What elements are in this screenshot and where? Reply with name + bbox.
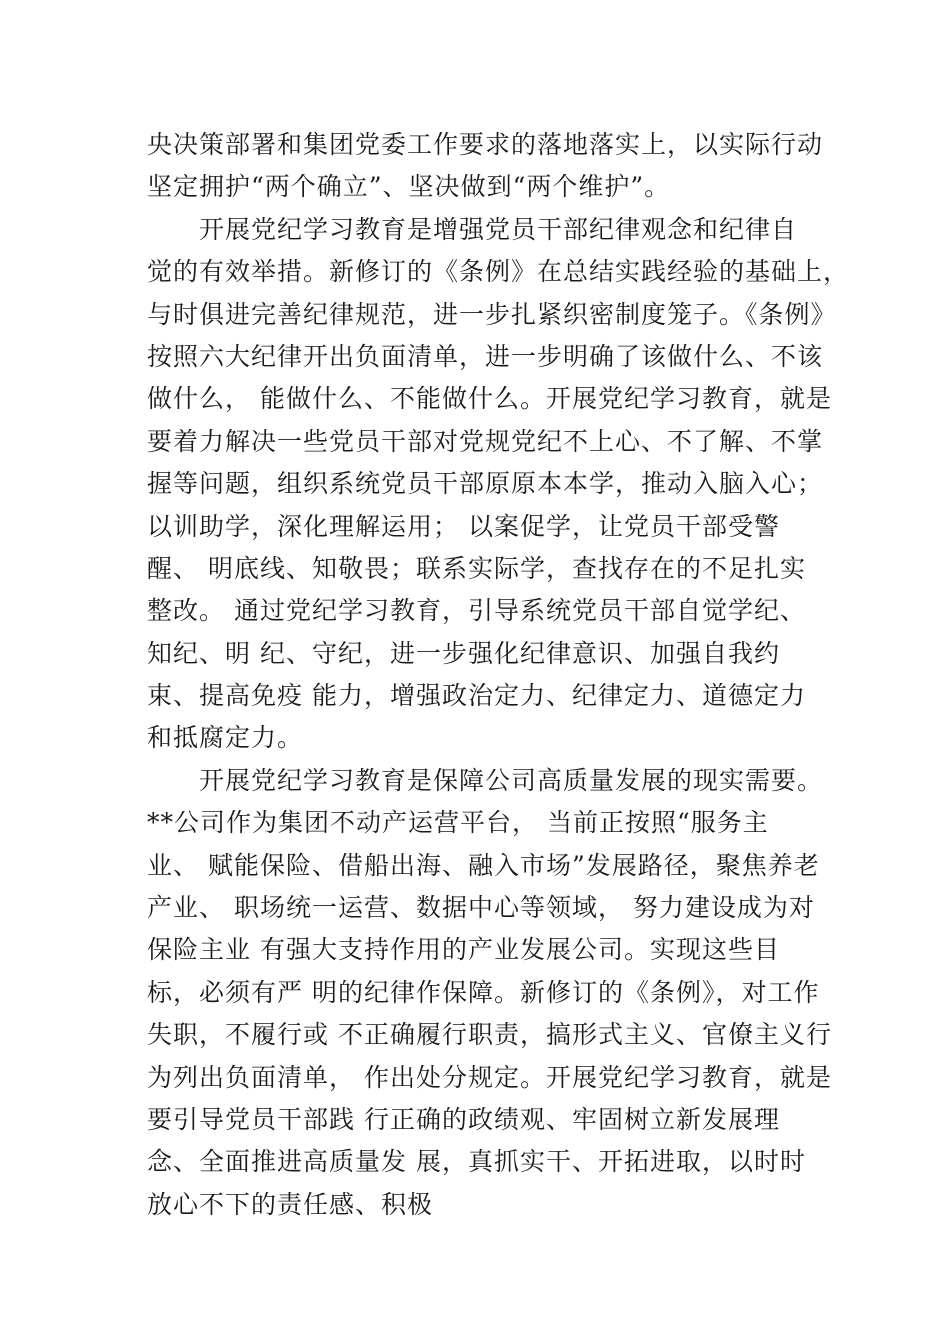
text-line: 央决策部署和集团党委工作要求的落地落实上，以实际行动 — [147, 130, 824, 159]
text-line: 与时俱进完善纪律规范，进一步扎紧织密制度笼子。《条例》 — [147, 299, 837, 329]
text-line: 束、提高免疫 能力，增强政治定力、纪律定力、道德定力 — [147, 681, 806, 711]
text-line: 整改。 通过党纪学习教育，引导系统党员干部自觉学纪、 — [147, 596, 806, 626]
text-line: 按照六大纪律开出负面清单，进一步明确了该做什么、不该 — [147, 341, 824, 371]
text-line: 产业、 职场统一运营、数据中心等领域， 努力建设成为对 — [147, 893, 815, 923]
text-line: 念、全面推进高质量发 展，真抓实干、开拓进取，以时时 — [147, 1147, 806, 1177]
text-line: 开展党纪学习教育是增强党员干部纪律观念和纪律自 — [147, 214, 798, 244]
text-line: 标，必须有严 明的纪律作保障。新修订的《条例》，对工作 — [147, 977, 820, 1007]
text-line: 失职，不履行或 不正确履行职责，搞形式主义、官僚主义行 — [147, 1020, 832, 1050]
text-line: 保险主业 有强大支持作用的产业发展公司。实现这些目 — [147, 935, 780, 965]
text-line: 要着力解决一些党员干部对党规党纪不上心、不了解、不掌 — [147, 426, 824, 456]
text-line: 做什么， 能做什么、不能做什么。开展党纪学习教育，就是 — [147, 384, 832, 414]
body-text — [147, 124, 850, 1226]
text-line: 醒、 明底线、知敬畏；联系实际学，查找存在的不足扎实 — [147, 553, 806, 583]
text-line: 和抵腐定力。 — [147, 723, 304, 753]
text-line: 开展党纪学习教育是保障公司高质量发展的现实需要。 — [147, 765, 824, 795]
text-line: 放心不下的责任感、积极 — [147, 1189, 434, 1219]
text-line: 握等问题，组织系统党员干部原原本本学，推动入脑入心； — [147, 469, 824, 499]
text-line: 为列出负面清单， 作出处分规定。开展党纪学习教育，就是 — [147, 1062, 832, 1092]
text-line: **公司作为集团不动产运营平台， 当前正按照“服务主 — [147, 808, 769, 838]
text-line: 以训助学，深化理解运用； 以案促学，让党员干部受警 — [147, 511, 780, 541]
text-line: 觉的有效举措。新修订的《条例》在总结实践经验的基础上， — [147, 257, 850, 287]
text-line: 知纪、明 纪、守纪，进一步强化纪律意识、加强自我约 — [147, 638, 780, 668]
text-line: 业、 赋能保险、借船出海、融入市场”发展路径，聚焦养老 — [147, 850, 820, 880]
text-line: 要引导党员干部践 行正确的政绩观、牢固树立新发展理 — [147, 1104, 780, 1134]
text-line: 坚定拥护“两个确立”、坚决做到“两个维护”。 — [147, 172, 671, 202]
